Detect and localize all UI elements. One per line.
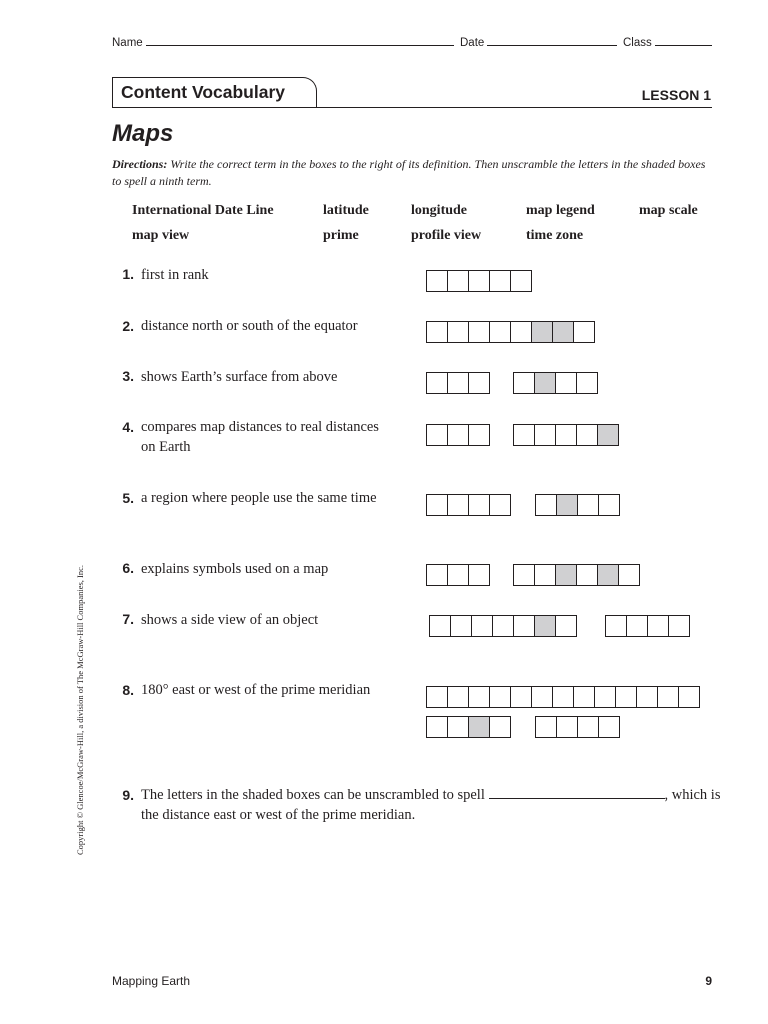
letter-box[interactable] — [513, 564, 535, 586]
shaded-letter-box[interactable] — [531, 321, 553, 343]
letter-box[interactable] — [492, 615, 514, 637]
letter-box[interactable] — [426, 686, 448, 708]
date-blank[interactable] — [487, 33, 617, 46]
question-text: distance north or south of the equator — [141, 318, 358, 334]
letter-box[interactable] — [576, 372, 598, 394]
page-number: 9 — [705, 974, 712, 988]
question-number: 6. — [122, 560, 134, 576]
letter-box[interactable] — [426, 321, 448, 343]
word-bank-item: map scale — [639, 203, 698, 218]
letter-box[interactable] — [426, 424, 448, 446]
letter-box[interactable] — [468, 372, 490, 394]
letter-box[interactable] — [576, 424, 598, 446]
letter-box[interactable] — [556, 716, 578, 738]
answer-boxes-q3-word1[interactable] — [426, 372, 490, 394]
question-number: 8. — [122, 682, 134, 698]
shaded-letter-box[interactable] — [597, 424, 619, 446]
answer-boxes-q5-word2[interactable] — [535, 494, 620, 516]
answer-boxes-q3-word2[interactable] — [513, 372, 598, 394]
letter-box[interactable] — [531, 686, 553, 708]
letter-box[interactable] — [447, 716, 469, 738]
letter-box[interactable] — [555, 372, 577, 394]
shaded-letter-box[interactable] — [556, 494, 578, 516]
letter-box[interactable] — [552, 686, 574, 708]
letter-box[interactable] — [626, 615, 648, 637]
answer-boxes-q6-word2[interactable] — [513, 564, 640, 586]
shaded-letter-box[interactable] — [468, 716, 490, 738]
letter-box[interactable] — [426, 564, 448, 586]
answer-boxes-q8-word3[interactable] — [535, 716, 620, 738]
word-bank-item: prime — [323, 228, 359, 243]
page-title: Maps — [112, 120, 174, 147]
letter-box[interactable] — [471, 615, 493, 637]
question-number: 5. — [122, 490, 134, 506]
letter-box[interactable] — [657, 686, 679, 708]
answer-boxes-q8-word1[interactable] — [426, 686, 700, 708]
shaded-letter-box[interactable] — [597, 564, 619, 586]
question-text: shows Earth’s surface from above — [141, 369, 338, 385]
letter-box[interactable] — [447, 321, 469, 343]
copyright-notice: Copyright © Glencoe/McGraw-Hill, a division of The McGraw-Hill Companies, Inc. — [75, 564, 85, 856]
letter-box[interactable] — [573, 686, 595, 708]
word-bank-item: longitude — [411, 203, 468, 218]
answer-boxes-q4-word1[interactable] — [426, 424, 490, 446]
letter-box[interactable] — [468, 424, 490, 446]
question-text: shows a side view of an object — [141, 612, 319, 628]
question-number: 3. — [122, 368, 134, 384]
answer-boxes-q2[interactable] — [426, 321, 595, 343]
letter-box[interactable] — [468, 686, 490, 708]
letter-box[interactable] — [489, 686, 511, 708]
letter-box[interactable] — [535, 494, 557, 516]
word-bank-item: time zone — [526, 228, 584, 243]
directions-label: Directions: — [112, 157, 168, 171]
letter-box[interactable] — [426, 716, 448, 738]
letter-box[interactable] — [510, 270, 532, 292]
letter-box[interactable] — [468, 270, 490, 292]
letter-box[interactable] — [468, 321, 490, 343]
word-bank-item: profile view — [411, 228, 482, 243]
section-tab — [112, 77, 317, 107]
letter-box[interactable] — [489, 321, 511, 343]
letter-box[interactable] — [447, 270, 469, 292]
shaded-letter-box[interactable] — [534, 615, 556, 637]
letter-box[interactable] — [594, 686, 616, 708]
letter-box[interactable] — [636, 686, 658, 708]
letter-box[interactable] — [535, 716, 557, 738]
letter-box[interactable] — [447, 564, 469, 586]
letter-box[interactable] — [489, 716, 511, 738]
answer-boxes-q5-word1[interactable] — [426, 494, 511, 516]
letter-box[interactable] — [510, 686, 532, 708]
letter-box[interactable] — [510, 321, 532, 343]
word-bank-item: map legend — [526, 203, 595, 218]
letter-box[interactable] — [489, 270, 511, 292]
word-bank-item: map view — [132, 228, 190, 243]
letter-box[interactable] — [618, 564, 640, 586]
letter-box[interactable] — [513, 424, 535, 446]
question-text: 180° east or west of the prime meridian — [141, 682, 371, 698]
answer-boxes-q7-word2[interactable] — [605, 615, 690, 637]
question-number: 4. — [122, 419, 134, 435]
section-title: Content Vocabulary — [121, 82, 286, 102]
letter-box[interactable] — [447, 686, 469, 708]
directions-text: Write the correct term in the boxes to the right of its definition. Then unscramble the letters in the shaded boxes to spell a ninth term. — [112, 157, 706, 188]
directions — [112, 156, 712, 189]
answer-boxes-q1[interactable] — [426, 270, 532, 292]
letter-box[interactable] — [668, 615, 690, 637]
answer-boxes-q6-word1[interactable] — [426, 564, 490, 586]
letter-box[interactable] — [573, 321, 595, 343]
letter-box[interactable] — [447, 424, 469, 446]
class-blank[interactable] — [655, 33, 712, 46]
letter-box[interactable] — [450, 615, 472, 637]
date-field[interactable] — [460, 33, 617, 49]
letter-box[interactable] — [447, 372, 469, 394]
question-text: first in rank — [141, 267, 209, 283]
letter-box[interactable] — [513, 615, 535, 637]
question-number: 9. — [122, 787, 134, 803]
question-text: explains symbols used on a map — [141, 561, 329, 577]
letter-box[interactable] — [426, 494, 448, 516]
letter-box[interactable] — [576, 564, 598, 586]
letter-box[interactable] — [429, 615, 451, 637]
letter-box[interactable] — [426, 372, 448, 394]
letter-box[interactable] — [468, 564, 490, 586]
class-label: Class — [623, 37, 652, 49]
letter-box[interactable] — [598, 494, 620, 516]
answer-blank[interactable] — [489, 786, 665, 799]
footer-chapter: Mapping Earth — [112, 974, 191, 988]
answer-boxes-q4-word2[interactable] — [513, 424, 619, 446]
letter-box[interactable] — [555, 615, 577, 637]
letter-box[interactable] — [513, 372, 535, 394]
letter-box[interactable] — [598, 716, 620, 738]
letter-box[interactable] — [555, 424, 577, 446]
class-field[interactable] — [623, 33, 712, 49]
question-9-text — [141, 785, 721, 825]
shaded-letter-box[interactable] — [555, 564, 577, 586]
letter-box[interactable] — [489, 494, 511, 516]
name-label: Name — [112, 37, 143, 49]
letter-box[interactable] — [426, 270, 448, 292]
shaded-letter-box[interactable] — [552, 321, 574, 343]
title-rule — [112, 107, 712, 108]
question-9-prompt-end: , which is the distance east or west of the prime meridian. — [141, 787, 721, 823]
letter-box[interactable] — [577, 494, 599, 516]
question-9-prompt: The letters in the shaded boxes can be unscrambled to spell — [141, 787, 485, 803]
letter-box[interactable] — [534, 424, 556, 446]
answer-boxes-q7-word1[interactable] — [429, 615, 577, 637]
letter-box[interactable] — [577, 716, 599, 738]
question-text: compares map distances to real distances on Earth — [141, 419, 379, 455]
letter-box[interactable] — [534, 564, 556, 586]
shaded-letter-box[interactable] — [534, 372, 556, 394]
letter-box[interactable] — [468, 494, 490, 516]
lesson-label: LESSON 1 — [641, 87, 711, 103]
letter-box[interactable] — [605, 615, 627, 637]
letter-box[interactable] — [647, 615, 669, 637]
letter-box[interactable] — [447, 494, 469, 516]
question-number: 1. — [122, 266, 134, 282]
word-bank-item: latitude — [323, 203, 369, 218]
question-number: 2. — [122, 318, 134, 334]
question-number: 7. — [122, 611, 134, 627]
name-blank[interactable] — [146, 33, 454, 46]
word-bank-item: International Date Line — [132, 203, 274, 218]
answer-boxes-q8-word2[interactable] — [426, 716, 511, 738]
letter-box[interactable] — [678, 686, 700, 708]
letter-box[interactable] — [615, 686, 637, 708]
name-field[interactable] — [112, 33, 454, 49]
date-label: Date — [460, 37, 485, 49]
question-text: a region where people use the same time — [141, 490, 377, 506]
